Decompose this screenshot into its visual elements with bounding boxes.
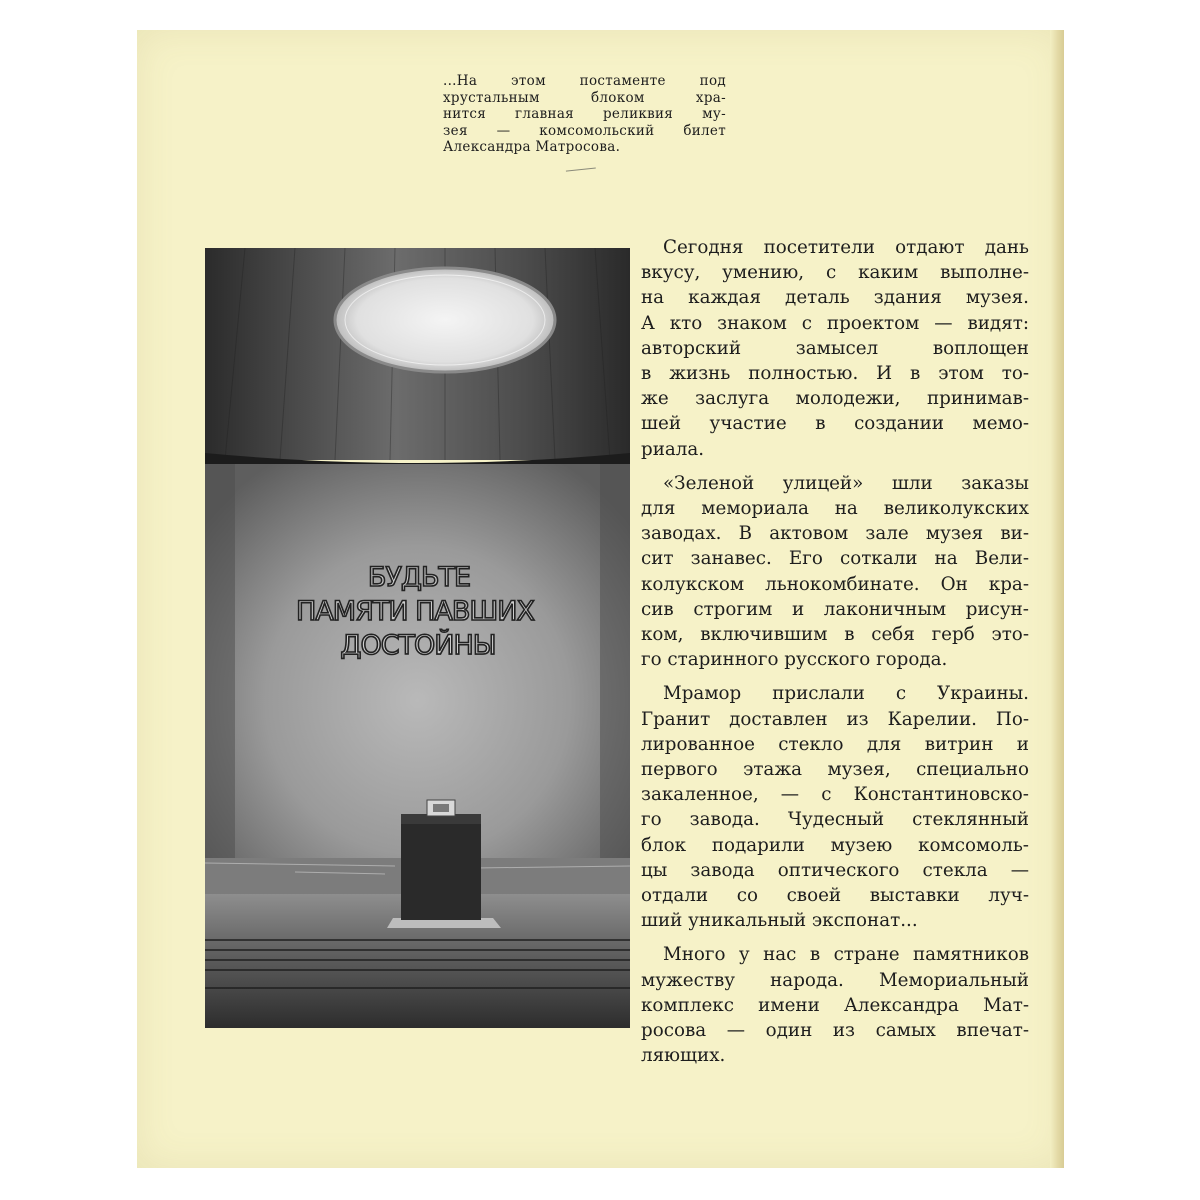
caption-line: зея — комсомольский билет [443,122,726,139]
text-line: лированное стекло для витрин и [641,733,1029,755]
article-text [641,235,1029,1078]
text-line: для мемориала на великолукских [641,498,1029,520]
text-line: ший уникальный экспонат... [641,910,918,932]
text-line: вкусу, умению, с каким выполне- [641,262,1029,284]
text-line: комплекс имени Александра Мат- [641,994,1029,1016]
page-edge [1050,30,1064,1168]
text-line: росова — один из самых впечат- [641,1020,1029,1042]
paragraph [641,471,1029,673]
caption-line: хрустальным блоком хра- [443,89,726,106]
inscription-line: БУДЬТЕ [367,562,471,593]
caption-line: ...На этом постаменте под [443,73,726,89]
text-line: отдали со своей выставки луч- [641,885,1029,907]
text-line: шей участие в создании мемо- [641,413,1029,435]
text-line: го завода. Чудесный стеклянный [641,809,1029,831]
text-line: Мрамор прислали с Украины. [663,683,1029,705]
text-line: же заслуга молодежи, принимав- [641,388,1029,410]
text-line: закаленное, — с Константиновско- [641,784,1029,806]
text-line: сит занавес. Его соткали на Вели- [641,548,1029,570]
text-line: заводах. В актовом зале музея ви- [641,523,1029,545]
text-line: «Зеленой улицей» шли заказы [663,472,1029,494]
inscription-line: ПАМЯТИ ПАВШИХ [296,596,534,627]
text-line: ляющих. [641,1045,726,1067]
text-line: го старинного русского города. [641,649,948,671]
inscription-line: ДОСТОЙНЫ [340,630,496,661]
photo-caption [443,73,726,156]
text-line: сив строгим и лаконичным рисун- [641,598,1029,620]
text-line: блок подарили музею комсомоль- [641,834,1029,856]
text-line: первого этажа музея, специально [641,759,1029,781]
text-line: в жизнь полностью. И в этом то- [641,363,1029,385]
text-line: на каждая деталь здания музея. [641,287,1029,309]
caption-line: Александра Матросова. [443,139,621,155]
paragraph [641,235,1029,462]
paragraph [641,942,1029,1068]
museum-photo [205,248,630,1028]
text-line: авторский замысел воплощен [641,337,1029,359]
text-line: Много у нас в стране памятников [663,944,1029,966]
text-line: мужеству народа. Мемориальный [641,969,1029,991]
text-line: ком, включившим в себя герб это- [641,624,1029,646]
caption-line: нится главная реликвия му- [443,106,726,122]
text-line: цы завода оптического стекла — [641,859,1029,881]
text-line: риала. [641,438,705,460]
text-line: колукском льнокомбинате. Он кра- [641,573,1029,595]
text-line: Сегодня посетители отдают дань [663,237,1029,258]
text-line: Гранит доставлен из Карелии. По- [641,708,1029,730]
paragraph [641,681,1029,933]
text-line: А кто знаком с проектом — видят: [641,312,1029,334]
